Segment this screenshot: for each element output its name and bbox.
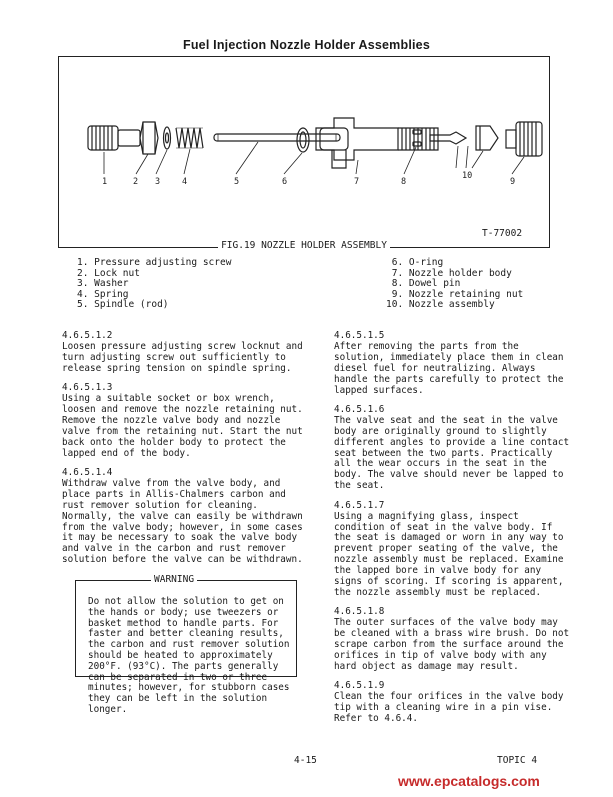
parts-list-item: 9. Nozzle retaining nut	[386, 288, 524, 300]
section-number: 4.6.5.1.3	[62, 382, 113, 394]
callout-leaders	[104, 142, 524, 174]
parts-list-item: 1. Pressure adjusting screw	[77, 257, 232, 268]
callout-2: 2	[133, 177, 139, 187]
section-text: The outer surfaces of the valve body may be cleaned with a brass wire brush. Do not scrape carbon from the surface around the orifices in tip of valve body with any hard object as damage may result.	[334, 617, 570, 672]
section-number: 4.6.5.1.8	[334, 606, 385, 618]
section-text: Clean the four orifices in the valve body tip with a cleaning wire in a pin vise. Refer to 4.6.4.	[334, 691, 564, 724]
section-text: Using a suitable socket or box wrench, loosen and remove the nozzle retaining nut. Remove the nozzle valve body and nozzle valve from the retaining nut. Start the nut back onto the holder body to protect the lapped end of the body.	[62, 393, 303, 459]
page-number: 4-15	[294, 755, 317, 766]
right-column	[334, 331, 570, 733]
callout-7: 7	[354, 177, 360, 187]
part-lock-nut	[140, 122, 158, 154]
warning-text: Do not allow the solution to get on the hands or body; use tweezers or basket method to handle parts. For faster and better cleaning results, the carbon and rust remover solution should be heated to approximately 200°F. (93°C). The parts generally can be separated in two or three minutes; however, for stubborn cases they can be left in the solution longer.	[88, 596, 290, 715]
callout-10: 10	[462, 171, 473, 181]
parts-list-right	[386, 258, 523, 311]
parts-list-item: 6. O-ring	[386, 257, 444, 268]
watermark: www.epcatalogs.com	[398, 773, 540, 789]
section-number: 4.6.5.1.4	[62, 466, 113, 478]
part-o-ring	[297, 128, 309, 152]
section-number: 4.6.5.1.2	[62, 330, 113, 341]
parts-list-left	[77, 258, 231, 311]
warning-label: WARNING	[151, 574, 197, 585]
parts-list-item: 3. Washer	[77, 278, 129, 290]
callout-6: 6	[282, 177, 288, 187]
section-text: Withdraw valve from the valve body, and place parts in Allis-Chalmers carbon and rust remover solution for cleaning. Normally, the valve can easily be withdrawn from the valve body; however, in some cases it may be necessary to soak the valve body and valve in the carbon and rust remover solution before the valve can be withdrawn.	[62, 477, 303, 566]
section-text: The valve seat and the seat in the valve body are originally ground to slightly different angles to provide a line contact seat between the two parts. Practically all the wear occurs in the seat in the body. The valve should never be lapped to the seat.	[334, 414, 570, 492]
figure-caption: FIG.19 NOZZLE HOLDER ASSEMBLY	[218, 240, 390, 251]
callout-1: 1	[102, 177, 108, 187]
parts-list-item: 2. Lock nut	[77, 267, 140, 279]
parts-list-item: 4. Spring	[77, 288, 129, 300]
nozzle-holder-exploded-diagram	[58, 56, 550, 248]
topic-label: TOPIC 4	[497, 755, 538, 766]
section-text: After removing the parts from the solution, immediately place them in clean diesel fuel for neutralizing. Always handle the parts carefully to protect the lapped surfaces.	[334, 340, 564, 396]
page-title: Fuel Injection Nozzle Holder Assemblies	[183, 38, 430, 52]
parts-list-item: 7. Nozzle holder body	[386, 267, 512, 279]
part-washer	[164, 127, 171, 149]
section-paragraph	[62, 331, 306, 375]
part-pressure-adjusting-screw	[88, 126, 140, 150]
section-text: Using a magnifying glass, inspect condition of seat in the valve body. If the seat is damaged or worn in any way to prevent proper seating of the valve, the nozzle assembly must be replaced. Examine the lapped bore in valve body for any signs of scoring. If scoring is apparent, the nozzle assembly must be replaced.	[334, 510, 564, 598]
parts-list-item: 5. Spindle (rod)	[77, 299, 169, 311]
callout-5: 5	[234, 177, 240, 187]
callout-8: 8	[401, 177, 407, 187]
section-paragraph	[334, 405, 570, 492]
left-column	[62, 331, 306, 575]
part-spring	[176, 128, 203, 148]
parts-list-item: 8. Dowel pin	[386, 278, 461, 290]
parts-list-item: 10. Nozzle assembly	[386, 299, 495, 311]
figure-caption-wrap	[58, 240, 550, 252]
section-paragraph	[62, 468, 306, 566]
part-nozzle-retaining-nut	[506, 122, 542, 156]
part-spindle	[214, 134, 340, 141]
section-paragraph	[62, 383, 306, 459]
callout-9: 9	[510, 177, 516, 187]
section-number: 4.6.5.1.5	[334, 330, 385, 341]
section-paragraph	[334, 501, 570, 599]
section-number: 4.6.5.1.6	[334, 403, 385, 415]
section-number: 4.6.5.1.9	[334, 680, 385, 692]
callout-4: 4	[182, 177, 188, 187]
section-paragraph	[334, 607, 570, 672]
section-text: Loosen pressure adjusting screw locknut and turn adjusting screw out sufficiently to release spring tension on spindle spring.	[62, 340, 303, 374]
section-number: 4.6.5.1.7	[334, 499, 385, 511]
callout-3: 3	[155, 177, 161, 187]
part-nozzle-holder-body	[316, 118, 438, 168]
section-paragraph	[334, 331, 570, 396]
part-nozzle-assembly	[430, 126, 498, 150]
section-paragraph	[334, 681, 570, 725]
figure-reference: T-77002	[482, 228, 523, 239]
